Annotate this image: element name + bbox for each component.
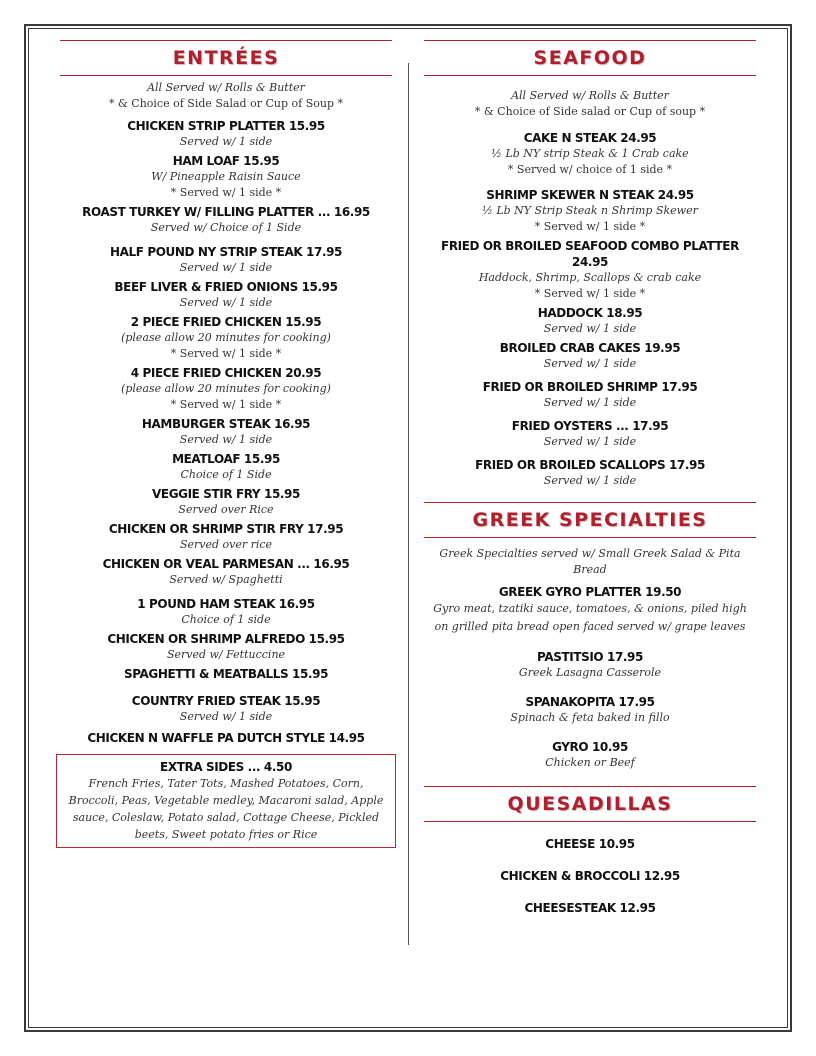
item-name: CHICKEN OR SHRIMP ALFREDO 15.95 [107, 632, 345, 646]
greek-section [424, 502, 756, 771]
menu-item [60, 279, 392, 311]
item-desc: Choice of 1 Side [180, 468, 272, 481]
item-desc: Served w/ 1 side [543, 357, 637, 370]
item-note: * Served w/ 1 side * [534, 220, 646, 233]
item-note: * Served w/ 1 side * [170, 347, 282, 360]
item-name: CHICKEN & BROCCOLI 12.95 [500, 869, 680, 883]
item-desc: Served over rice [179, 538, 273, 551]
item-name: CHEESESTEAK 12.95 [524, 901, 656, 915]
menu-item [60, 118, 392, 150]
extra-sides-title: EXTRA SIDES ... 4.50 [160, 760, 292, 774]
item-name: SPAGHETTI & MEATBALLS 15.95 [123, 667, 329, 681]
item-note: * Served w/ 1 side * [534, 287, 646, 300]
item-name: BEEF LIVER & FRIED ONIONS 15.95 [114, 280, 338, 294]
menu-item [424, 649, 756, 681]
item-name: CHICKEN OR SHRIMP STIR FRY 17.95 [108, 522, 344, 536]
menu-item [424, 418, 756, 450]
menu-item [60, 416, 392, 448]
menu-item [424, 305, 756, 337]
menu-item [60, 451, 392, 483]
item-name: CHICKEN OR VEAL PARMESAN ... 16.95 [102, 557, 350, 571]
menu-item [424, 187, 756, 235]
extra-sides-list: French Fries, Tater Tots, Mashed Potatoes, Corn, Broccoli, Peas, Vegetable medley, Macaroni salad, Apple sauce, Coleslaw, Potato salad, Cottage Cheese, Pickled beets, Sweet potato fries or Rice [68, 777, 384, 841]
item-name: ROAST TURKEY W/ FILLING PLATTER ... 16.95 [82, 205, 370, 219]
menu-item [60, 365, 392, 413]
item-name: CHICKEN STRIP PLATTER 15.95 [127, 119, 325, 133]
item-name: PASTITSIO 17.95 [537, 650, 643, 664]
item-desc: Served w/ 1 side [179, 710, 273, 723]
item-name: GYRO 10.95 [552, 740, 628, 754]
item-name: FRIED OR BROILED SEAFOOD COMBO PLATTER 24.95 [441, 239, 739, 269]
item-name: CHICKEN N WAFFLE PA DUTCH STYLE 14.95 [87, 731, 365, 745]
seafood-intro-note: * & Choice of Side salad or Cup of soup * [474, 105, 706, 118]
greek-heading: GREEK SPECIALTIES [424, 502, 756, 538]
item-desc: Served w/ 1 side [543, 396, 637, 409]
item-name: 2 PIECE FRIED CHICKEN 15.95 [130, 315, 322, 329]
entrees-intro: All Served w/ Rolls & Butter [147, 81, 305, 94]
item-name: FRIED OR BROILED SHRIMP 17.95 [482, 380, 698, 394]
item-name: BROILED CRAB CAKES 19.95 [499, 341, 681, 355]
seafood-intro: All Served w/ Rolls & Butter [511, 89, 669, 102]
menu-item [60, 631, 392, 663]
menu-item [60, 486, 392, 518]
menu-item [60, 204, 392, 236]
menu-item [60, 666, 392, 682]
quesadillas-heading: QUESADILLAS [424, 786, 756, 822]
item-name: 1 POUND HAM STEAK 16.95 [137, 597, 315, 611]
column-divider [408, 63, 409, 945]
item-name: FRIED OYSTERS ... 17.95 [511, 419, 669, 433]
entrees-heading: ENTRÉES [60, 40, 392, 76]
item-name: HALF POUND NY STRIP STEAK 17.95 [109, 245, 343, 259]
item-name: HAM LOAF 15.95 [172, 154, 280, 168]
menu-item [424, 694, 756, 726]
item-desc: Served over Rice [178, 503, 274, 516]
item-desc: Served w/ Choice of 1 Side [150, 221, 302, 234]
item-name: 4 PIECE FRIED CHICKEN 20.95 [130, 366, 322, 380]
item-name: FRIED OR BROILED SCALLOPS 17.95 [475, 458, 705, 472]
seafood-heading: SEAFOOD [424, 40, 756, 76]
item-desc: Served w/ 1 side [179, 261, 273, 274]
menu-item [60, 153, 392, 201]
menu-item [424, 379, 756, 411]
item-desc: W/ Pineapple Raisin Sauce [151, 170, 301, 183]
greek-intro: Greek Specialties served w/ Small Greek Salad & Pita Bread [439, 547, 741, 576]
entrees-intro-note: * & Choice of Side Salad or Cup of Soup * [109, 97, 343, 110]
item-desc: Haddock, Shrimp, Scallops & crab cake [478, 271, 702, 284]
extra-sides-box [56, 754, 396, 848]
item-note: * Served w/ 1 side * [170, 186, 282, 199]
menu-item [60, 556, 392, 588]
item-desc: Served w/ 1 side [543, 435, 637, 448]
item-desc: Greek Lasagna Casserole [518, 666, 662, 679]
menu-item [424, 584, 756, 636]
item-desc: (please allow 20 minutes for cooking) [121, 331, 331, 344]
menu-item [60, 730, 392, 746]
item-desc: (please allow 20 minutes for cooking) [121, 382, 331, 395]
item-name: SHRIMP SKEWER N STEAK 24.95 [486, 188, 694, 202]
item-desc: Served w/ 1 side [179, 135, 273, 148]
menu-item [60, 596, 392, 628]
item-desc: Served w/ 1 side [179, 296, 273, 309]
item-desc: Served w/ 1 side [543, 474, 637, 487]
item-desc: Served w/ 1 side [543, 322, 637, 335]
item-desc: Choice of 1 side [181, 613, 271, 626]
item-desc: Served w/ Spaghetti [169, 573, 283, 586]
item-name: MEATLOAF 15.95 [172, 452, 280, 466]
quesadillas-section [424, 786, 756, 916]
item-name: HADDOCK 18.95 [537, 306, 643, 320]
item-name: HAMBURGER STEAK 16.95 [141, 417, 311, 431]
seafood-section [424, 40, 756, 916]
item-desc: ½ Lb NY strip Steak & 1 Crab cake [491, 147, 689, 160]
item-note: * Served w/ choice of 1 side * [507, 163, 673, 176]
item-name: CHEESE 10.95 [545, 837, 635, 851]
item-name: COUNTRY FRIED STEAK 15.95 [131, 694, 321, 708]
item-desc: Served w/ 1 side [179, 433, 273, 446]
menu-item [60, 244, 392, 276]
item-desc: Spinach & feta baked in fillo [510, 711, 670, 724]
item-name: GREEK GYRO PLATTER 19.50 [498, 585, 682, 599]
menu-item [60, 314, 392, 362]
item-desc: Served w/ Fettuccine [166, 648, 286, 661]
menu-item [60, 521, 392, 553]
item-name: SPANAKOPITA 17.95 [525, 695, 655, 709]
item-name: CAKE N STEAK 24.95 [523, 131, 657, 145]
menu-item [424, 340, 756, 372]
menu-item [424, 238, 756, 302]
item-desc: Chicken or Beef [545, 756, 635, 769]
item-name: VEGGIE STIR FRY 15.95 [152, 487, 300, 501]
entrees-section [60, 40, 392, 848]
menu-item [60, 693, 392, 725]
menu-item [424, 457, 756, 489]
menu-item [424, 739, 756, 771]
menu-item [424, 130, 756, 178]
item-desc: ½ Lb NY Strip Steak n Shrimp Skewer [482, 204, 698, 217]
item-note: * Served w/ 1 side * [170, 398, 282, 411]
item-desc: Gyro meat, tzatiki sauce, tomatoes, & onions, piled high on grilled pita bread open faced served w/ grape leaves [433, 602, 747, 633]
